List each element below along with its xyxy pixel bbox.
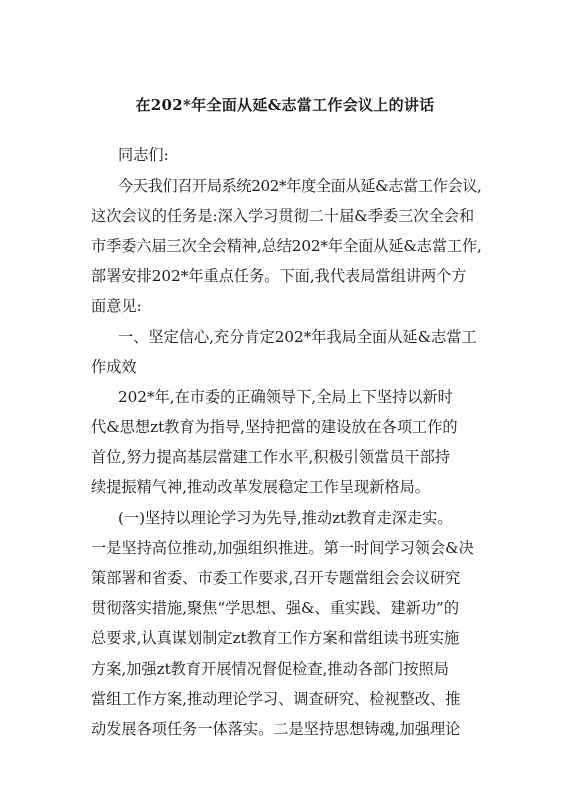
text-line: 动发展各项任务一体落实。二是坚持思想铸魂,加强理论	[91, 720, 461, 738]
text-line: 202*年,在市委的正确领导下,全局上下坚持以新时	[118, 388, 453, 406]
text-line: 续提振精气神,推动改革发展稳定工作呈现新格局。	[91, 478, 430, 496]
text-line: 一、坚定信心,充分肯定202*年我局全面从延&志當工	[118, 328, 477, 346]
text-line: 一是坚持高位推动,加强组织推进。第一时间学习领会&决	[91, 539, 474, 557]
text-line: 同志们:	[118, 146, 169, 164]
text-line: 方案,加强zt教育开展情况督促检查,推动各部门按照局	[91, 660, 449, 678]
text-line: 首位,努力提高基层當建工作水平,积极引领當员干部持	[91, 448, 450, 466]
text-line: 部署安排202*年重点任务。下面,我代表局當组讲两个方	[91, 267, 467, 285]
text-line: 贯彻落实措施,聚焦“学思想、强&、重实践、建新功”的	[91, 599, 460, 617]
document-title: 在202*年全面从延&志當工作会议上的讲话	[135, 96, 435, 114]
text-line: 代&思想zt教育为指导,坚持把當的建设放在各项工作的	[91, 418, 458, 436]
text-line: 面意见:	[91, 297, 142, 315]
text-line: (一)坚持以理论学习为先导,推动zt教育走深走实。	[118, 509, 453, 527]
text-line: 策部署和省委、市委工作要求,召开专题當组会会议研究	[91, 569, 461, 587]
text-line: 总要求,认真谋划制定zt教育工作方案和當组读书班实施	[91, 629, 460, 647]
text-line: 作成效	[91, 358, 137, 376]
text-line: 今天我们召开局系统202*年度全面从延&志當工作会议,	[118, 177, 482, 195]
text-line: 这次会议的任务是:深入学习贯彻二十届&季委三次全会和	[91, 207, 475, 225]
text-line: 市季委六届三次全会精神,总结202*年全面从延&志當工作,	[91, 237, 482, 255]
text-line: 當组工作方案,推动理论学习、调查研究、检视整改、推	[91, 690, 461, 708]
